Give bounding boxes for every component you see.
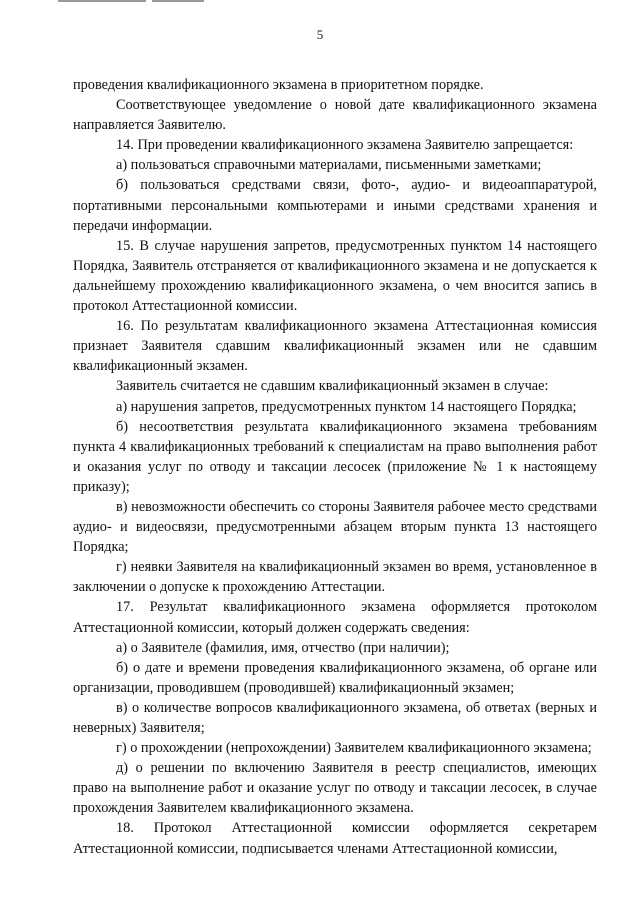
clause-15: 15. В случае нарушения запретов, предусмотренных пунктом 14 настоящего Порядка, Заявитель отстраняется от квалификационного экзамена и не допускается к дальнейшему прохождению квалификационного экзамена, о чем вносится запись в протокол Аттестационной комиссии. (73, 237, 597, 315)
clause-16-item-c: в) невозможности обеспечить со стороны Заявителя рабочее место средствами аудио- и видеосвязи, предусмотренными абзацем вторым пункта 13 настоящего Порядка; (73, 498, 597, 556)
clause-16-item-d: г) неявки Заявителя на квалификационный экзамен во время, установленное в заключении о допуске к прохождению Аттестации. (73, 559, 597, 596)
clause-17-item-d: г) о прохождении (непрохождении) Заявителем квалификационного экзамена; (116, 740, 592, 757)
clause-14: 14. При проведении квалификационного экзамена Заявителю запрещается: (116, 137, 574, 154)
clause-17-item-a: а) о Заявителе (фамилия, имя, отчество (при наличии); (116, 639, 450, 656)
clause-17-item-b: б) о дате и времени проведения квалификационного экзамена, об органе или организации, проводившем (проводившей) квалификационный экзамен; (73, 659, 597, 696)
scan-edge-mark (58, 0, 146, 2)
clause-16-item-b: б) несоответствия результата квалификационного экзамена требованиям пункта 4 квалификационных требований к специалистам на право выполнения работ и оказания услуг по отводу и таксации лесосек (приложение № 1 к настоящему приказу); (73, 418, 597, 495)
clause-14-item-a: а) пользоваться справочными материалами, письменными заметками; (116, 157, 542, 174)
paragraph-notice: Соответствующее уведомление о новой дате квалификационного экзамена направляется Заявителю. (73, 97, 597, 134)
scan-edge-mark (152, 0, 204, 2)
clause-18: 18. Протокол Аттестационной комиссии оформляется секретарем Аттестационной комиссии, подписывается членами Аттестационной комиссии, (73, 820, 597, 857)
clause-17-item-e: д) о решении по включению Заявителя в реестр специалистов, имеющих право на выполнение работ и оказание услуг по отводу и таксации лесосек, в случае прохождения Заявителем квалификационного экзамена. (73, 760, 597, 817)
clause-14-item-b: б) пользоваться средствами связи, фото-, аудио- и видеоаппаратурой, портативными персональными компьютерами и иными средствами хранения и передачи информации. (73, 177, 597, 234)
paragraph-continuation: проведения квалификационного экзамена в приоритетном порядке. (73, 77, 484, 93)
clause-17: 17. Результат квалификационного экзамена оформляется протоколом Аттестационной комиссии, который должен содержать сведения: (73, 599, 597, 636)
document-body (73, 75, 597, 859)
clause-16-item-a: а) нарушения запретов, предусмотренных пунктом 14 настоящего Порядка; (116, 398, 577, 415)
clause-16: 16. По результатам квалификационного экзамена Аттестационная комиссия признает Заявителя сдавшим квалификационный экзамен или не сдавшим квалификационный экзамен. (73, 318, 597, 375)
clause-16-failure-intro: Заявитель считается не сдавшим квалификационный экзамен в случае: (116, 378, 549, 395)
clause-17-item-c: в) о количестве вопросов квалификационного экзамена, об ответах (верных и неверных) Заявителя; (73, 699, 597, 736)
page-number: 5 (316, 27, 324, 42)
